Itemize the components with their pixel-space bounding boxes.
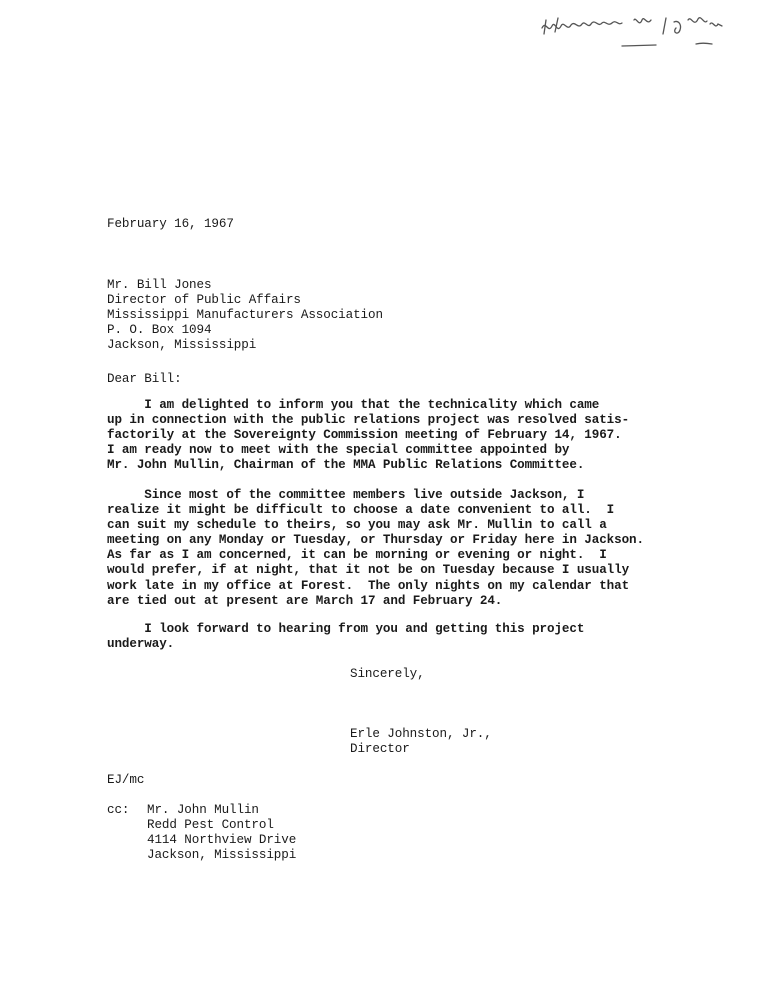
recipient-name: Mr. Bill Jones [107,278,212,292]
paragraph-line: As far as I am concerned, it can be morning or evening or night. I [107,548,607,563]
body-paragraph-1 [107,398,629,473]
paragraph-line: work late in my office at Forest. The only nights on my calendar that [107,578,630,593]
body-paragraph-3 [107,622,584,652]
paragraph-line: I am ready now to meet with the special committee appointed by [107,443,570,458]
handwritten-annotation [538,14,748,54]
body-paragraph-2 [107,488,644,609]
salutation: Dear Bill: [107,372,182,386]
paragraph-line: factorily at the Sovereignty Commission meeting of February 14, 1967. [107,428,622,443]
recipient-city: Jackson, Mississippi [107,338,257,353]
cc-name: Mr. John Mullin [147,803,259,817]
paragraph-line: can suit my schedule to theirs, so you may ask Mr. Mullin to call a [107,518,607,533]
letter-date: February 16, 1967 [107,217,234,231]
paragraph-line: I look forward to hearing from you and getting this project [107,622,585,636]
recipient-po-box: P. O. Box 1094 [107,323,212,338]
paragraph-line: I am delighted to inform you that the technicality which came [107,398,600,412]
cc-street: 4114 Northview Drive [147,833,297,848]
paragraph-line: up in connection with the public relations project was resolved satis- [107,413,630,428]
closing: Sincerely, [350,667,425,681]
paragraph-line: Mr. John Mullin, Chairman of the MMA Public Relations Committee. [107,458,585,473]
signature-block [350,727,492,757]
paragraph-line: meeting on any Monday or Tuesday, or Thursday or Friday here in Jackson. [107,533,644,548]
paragraph-line: would prefer, if at night, that it not be on Tuesday because I usually [107,563,630,578]
cc-company: Redd Pest Control [147,818,274,833]
cc-recipient [147,803,296,863]
signer-name: Erle Johnston, Jr., [350,727,492,741]
cc-city: Jackson, Mississippi [147,848,297,863]
signer-title: Director [350,742,410,757]
paragraph-line: realize it might be difficult to choose a date convenient to all. I [107,503,615,518]
paragraph-line: underway. [107,637,175,652]
paragraph-line: are tied out at present are March 17 and February 24. [107,593,503,608]
recipient-title: Director of Public Affairs [107,293,301,308]
typist-initials: EJ/mc [107,773,145,787]
cc-label: cc: [107,803,130,817]
recipient-address [107,278,383,353]
paragraph-line: Since most of the committee members live outside Jackson, I [107,488,585,502]
handwriting-scribble [538,14,748,54]
recipient-organization: Mississippi Manufacturers Association [107,308,383,323]
